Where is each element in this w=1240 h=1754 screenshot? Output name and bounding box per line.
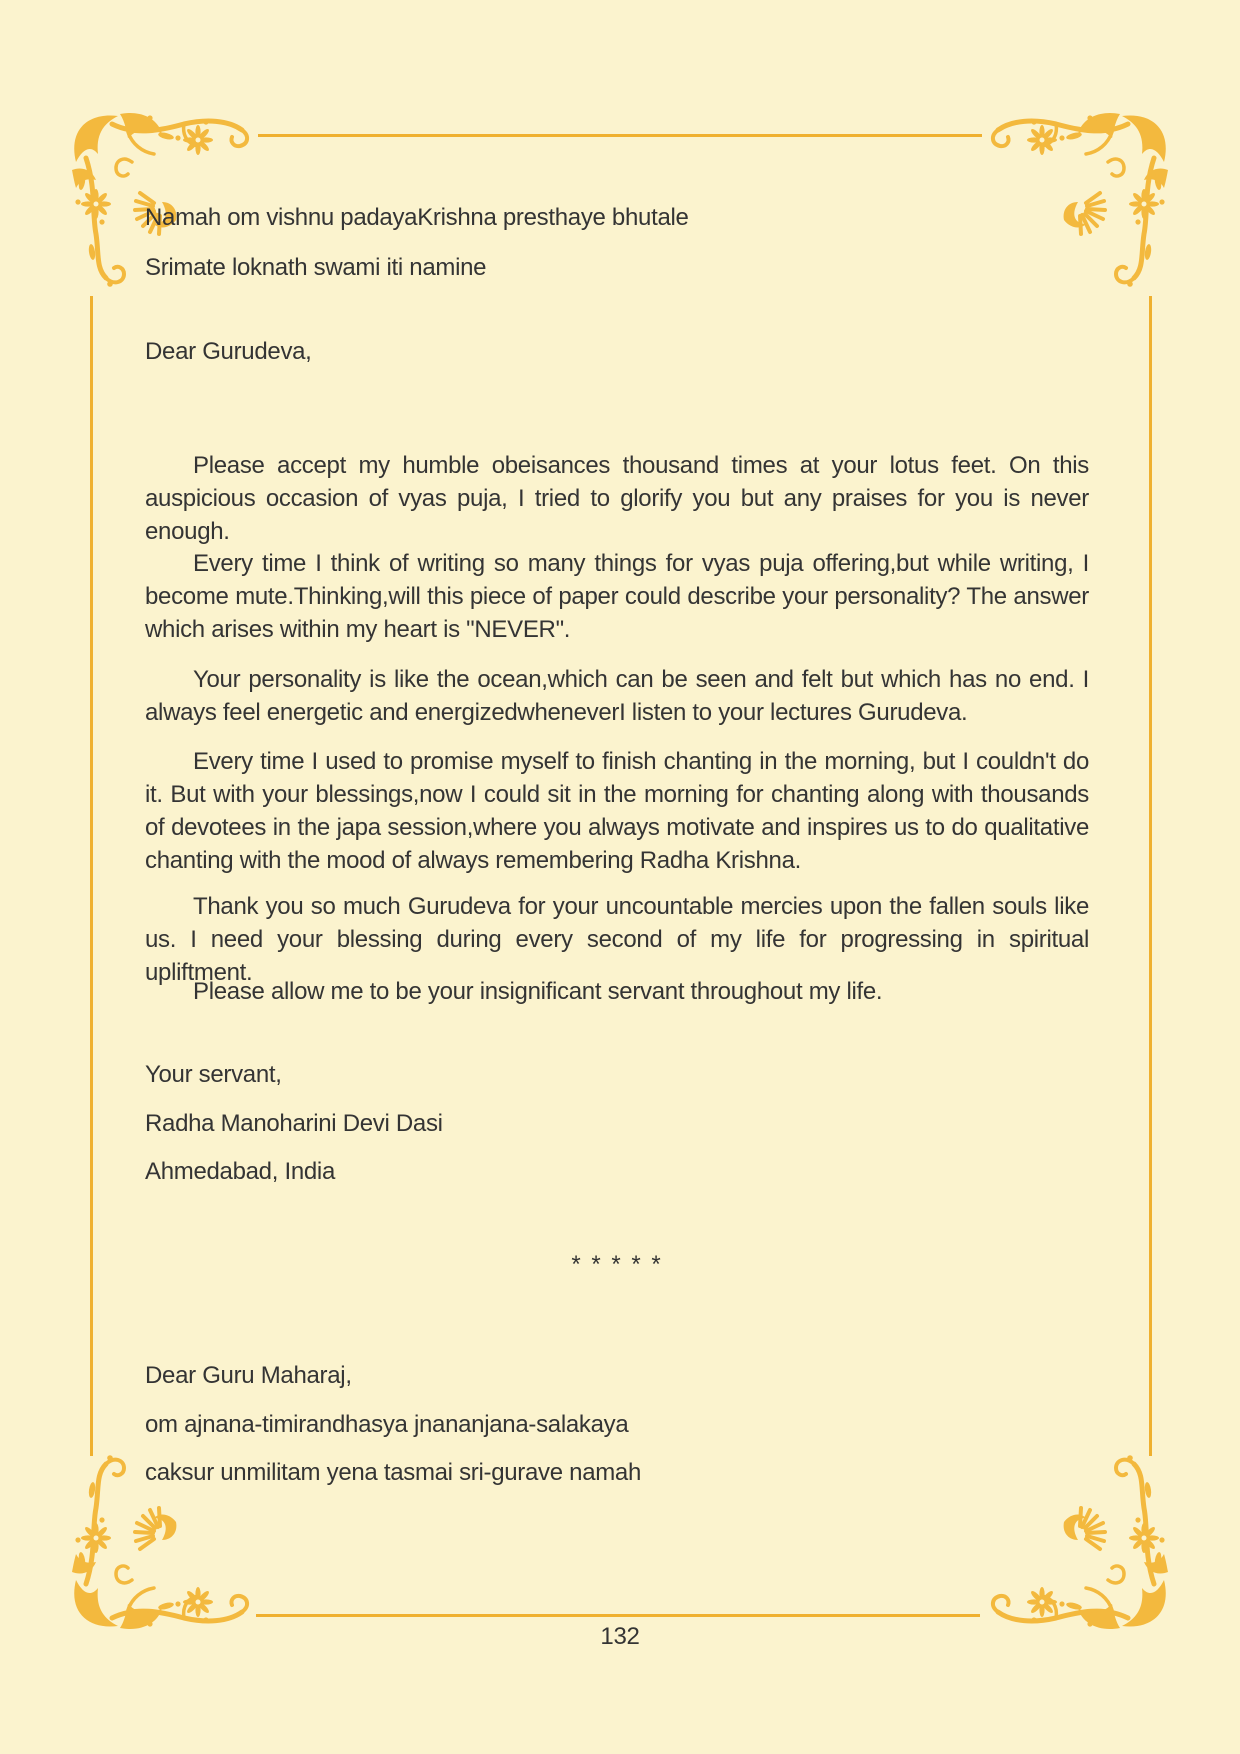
page-number: 132: [600, 1623, 640, 1650]
border-line-right: [1149, 296, 1152, 1456]
closing-line: Radha Manoharini Devi Dasi: [145, 1110, 443, 1137]
closing-line: Your servant,: [145, 1061, 282, 1088]
section-separator: * * * * *: [571, 1251, 663, 1278]
letter-paragraph: Please accept my humble obeisances thousand times at your lotus feet. On this auspicious occasion of vyas puja, I tried to glorify you but any praises for you is never enough.: [145, 452, 1089, 545]
letter-paragraph: Every time I think of writing so many things for vyas puja offering,but while writing, I become mute.Thinking,will this piece of paper could describe your personality? The answer which arises within my heart is "NEVER".: [145, 550, 1089, 643]
border-line-bottom: [256, 1614, 980, 1617]
letter-paragraph: Every time I used to promise myself to finish chanting in the morning, but I couldn't do it. But with your blessings,now I could sit in the morning for chanting along with thousands of devotees in the japa session,where you always motivate and inspires us to do qualitative chanting with the mood of always remembering Radha Krishna.: [145, 748, 1089, 874]
letter-paragraph: Your personality is like the ocean,which can be seen and felt but which has no end. I always feel energetic and energizedwheneverI listen to your lectures Gurudeva.: [145, 666, 1089, 726]
invocation-line: Srimate loknath swami iti namine: [145, 254, 487, 281]
verse-line: caksur unmilitam yena tasmai sri-gurave namah: [145, 1459, 642, 1486]
salutation: Dear Guru Maharaj,: [145, 1362, 352, 1389]
invocation-line: Namah om vishnu padayaKrishna presthaye bhutale: [145, 204, 689, 231]
letter-paragraph: Please allow me to be your insignificant servant throughout my life.: [193, 978, 883, 1005]
border-line-top: [258, 134, 982, 137]
letter-paragraph: Thank you so much Gurudeva for your uncountable mercies upon the fallen souls like us. I need your blessing during every second of my life for progressing in spiritual upliftment.: [145, 893, 1089, 986]
salutation: Dear Gurudeva,: [145, 338, 312, 365]
border-line-left: [90, 296, 93, 1456]
closing-line: Ahmedabad, India: [145, 1158, 336, 1185]
verse-line: om ajnana-timirandhasya jnananjana-salakaya: [145, 1411, 629, 1438]
